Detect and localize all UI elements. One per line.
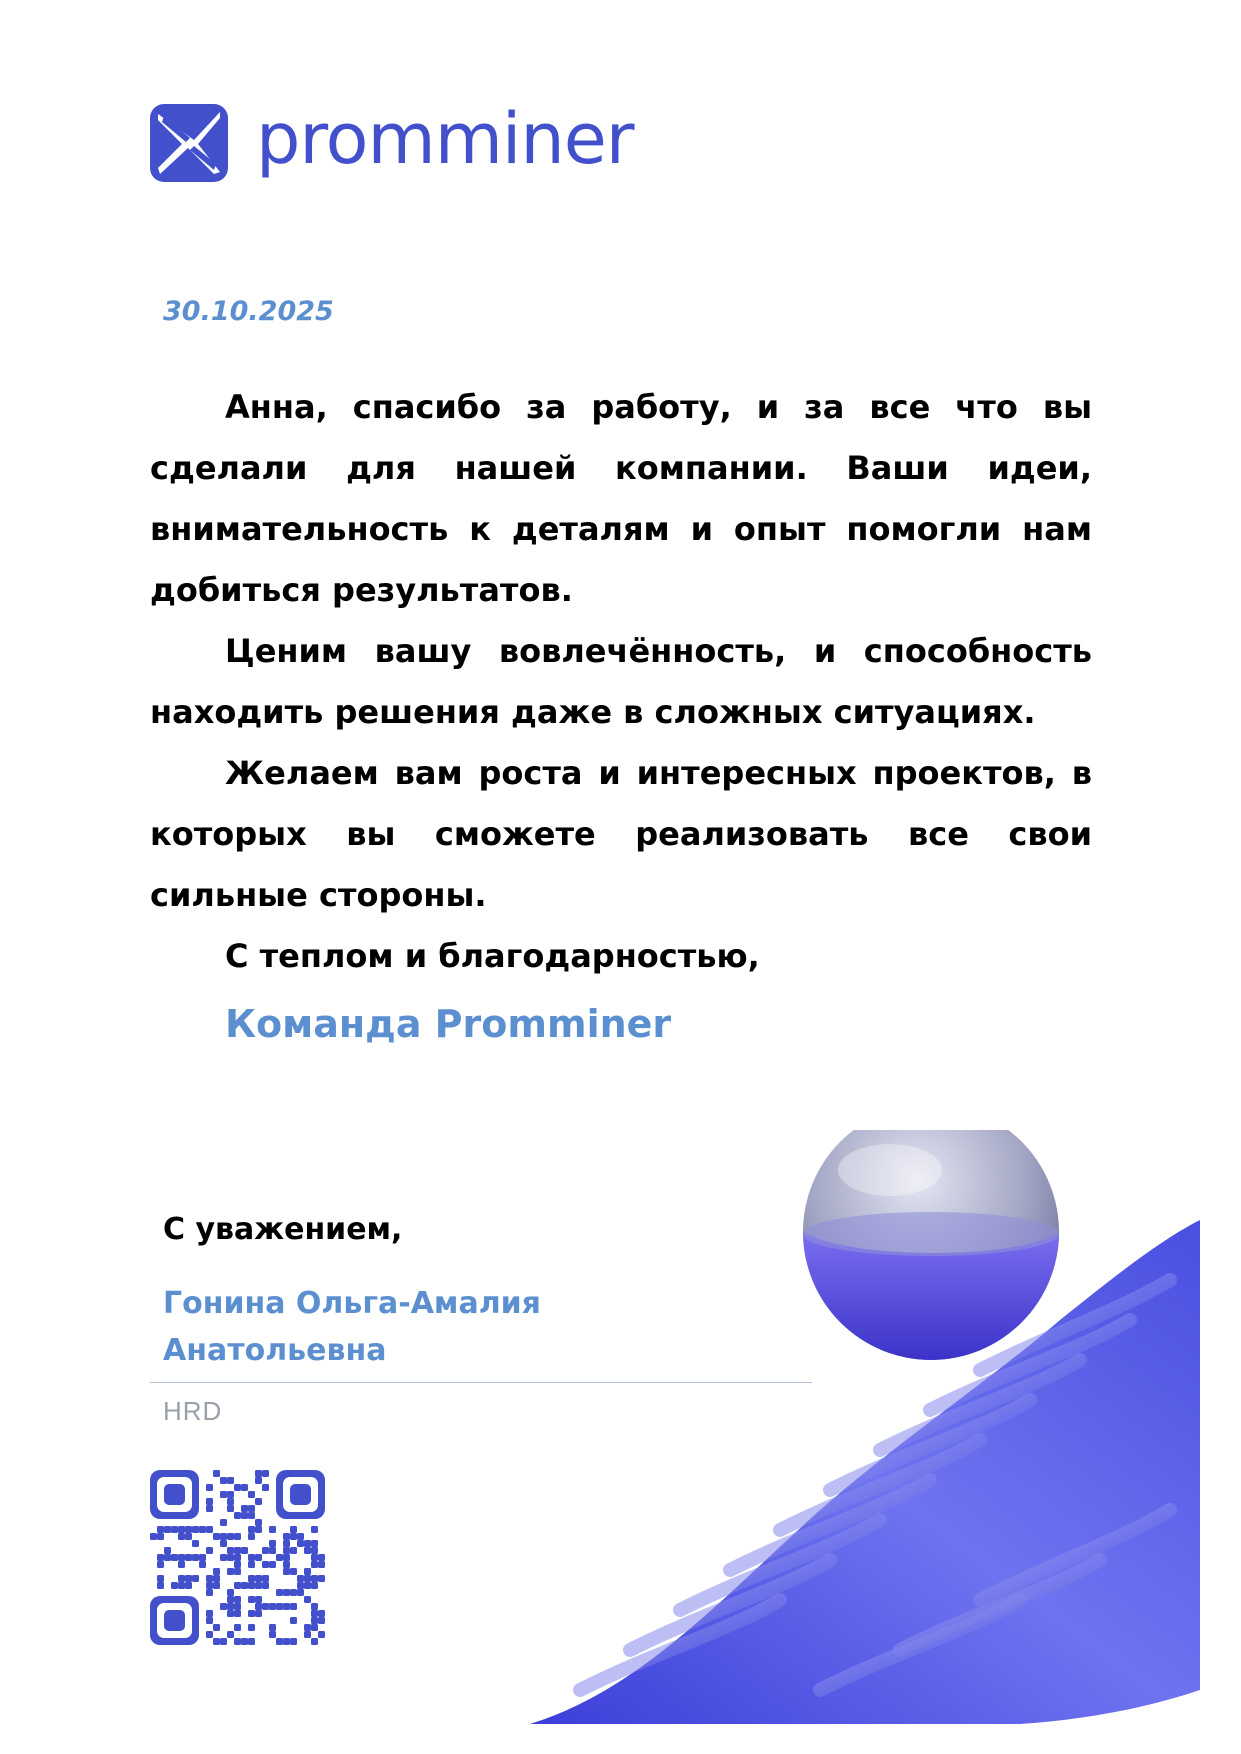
qr-code[interactable] (150, 1470, 325, 1645)
letter-body (150, 377, 1092, 1061)
glass-sphere-on-wave-icon (520, 1130, 1241, 1754)
team-signature: Команда Promminer (225, 1002, 672, 1046)
letter-paragraph: Желаем вам роста и интересных проектов, в которых вы сможете реализовать все свои сильные стороны. (150, 754, 1092, 914)
letter-date: 30.10.2025 (163, 296, 334, 327)
signer-role: HRD (163, 1396, 223, 1426)
decorative-artwork (520, 1130, 1241, 1754)
regards-text: С уважением, (163, 1212, 403, 1247)
brand-logo (150, 98, 634, 182)
letter-paragraph: Анна, спасибо за работу, и за все что вы сделали для нашей компании. Ваши идеи, внимательность к деталям и опыт помогли нам добиться результатов. (150, 388, 1092, 609)
brand-name: promminer (256, 98, 634, 180)
qr-code-icon (150, 1470, 325, 1645)
promminer-x-logo-icon (150, 104, 228, 182)
letter-paragraph: Ценим вашу вовлечённость, и способность находить решения даже в сложных ситуациях. (150, 632, 1092, 731)
letter-closing: С теплом и благодарностью, (225, 937, 760, 975)
signer-name: Гонина Ольга-Амалия Анатольевна (163, 1286, 541, 1368)
